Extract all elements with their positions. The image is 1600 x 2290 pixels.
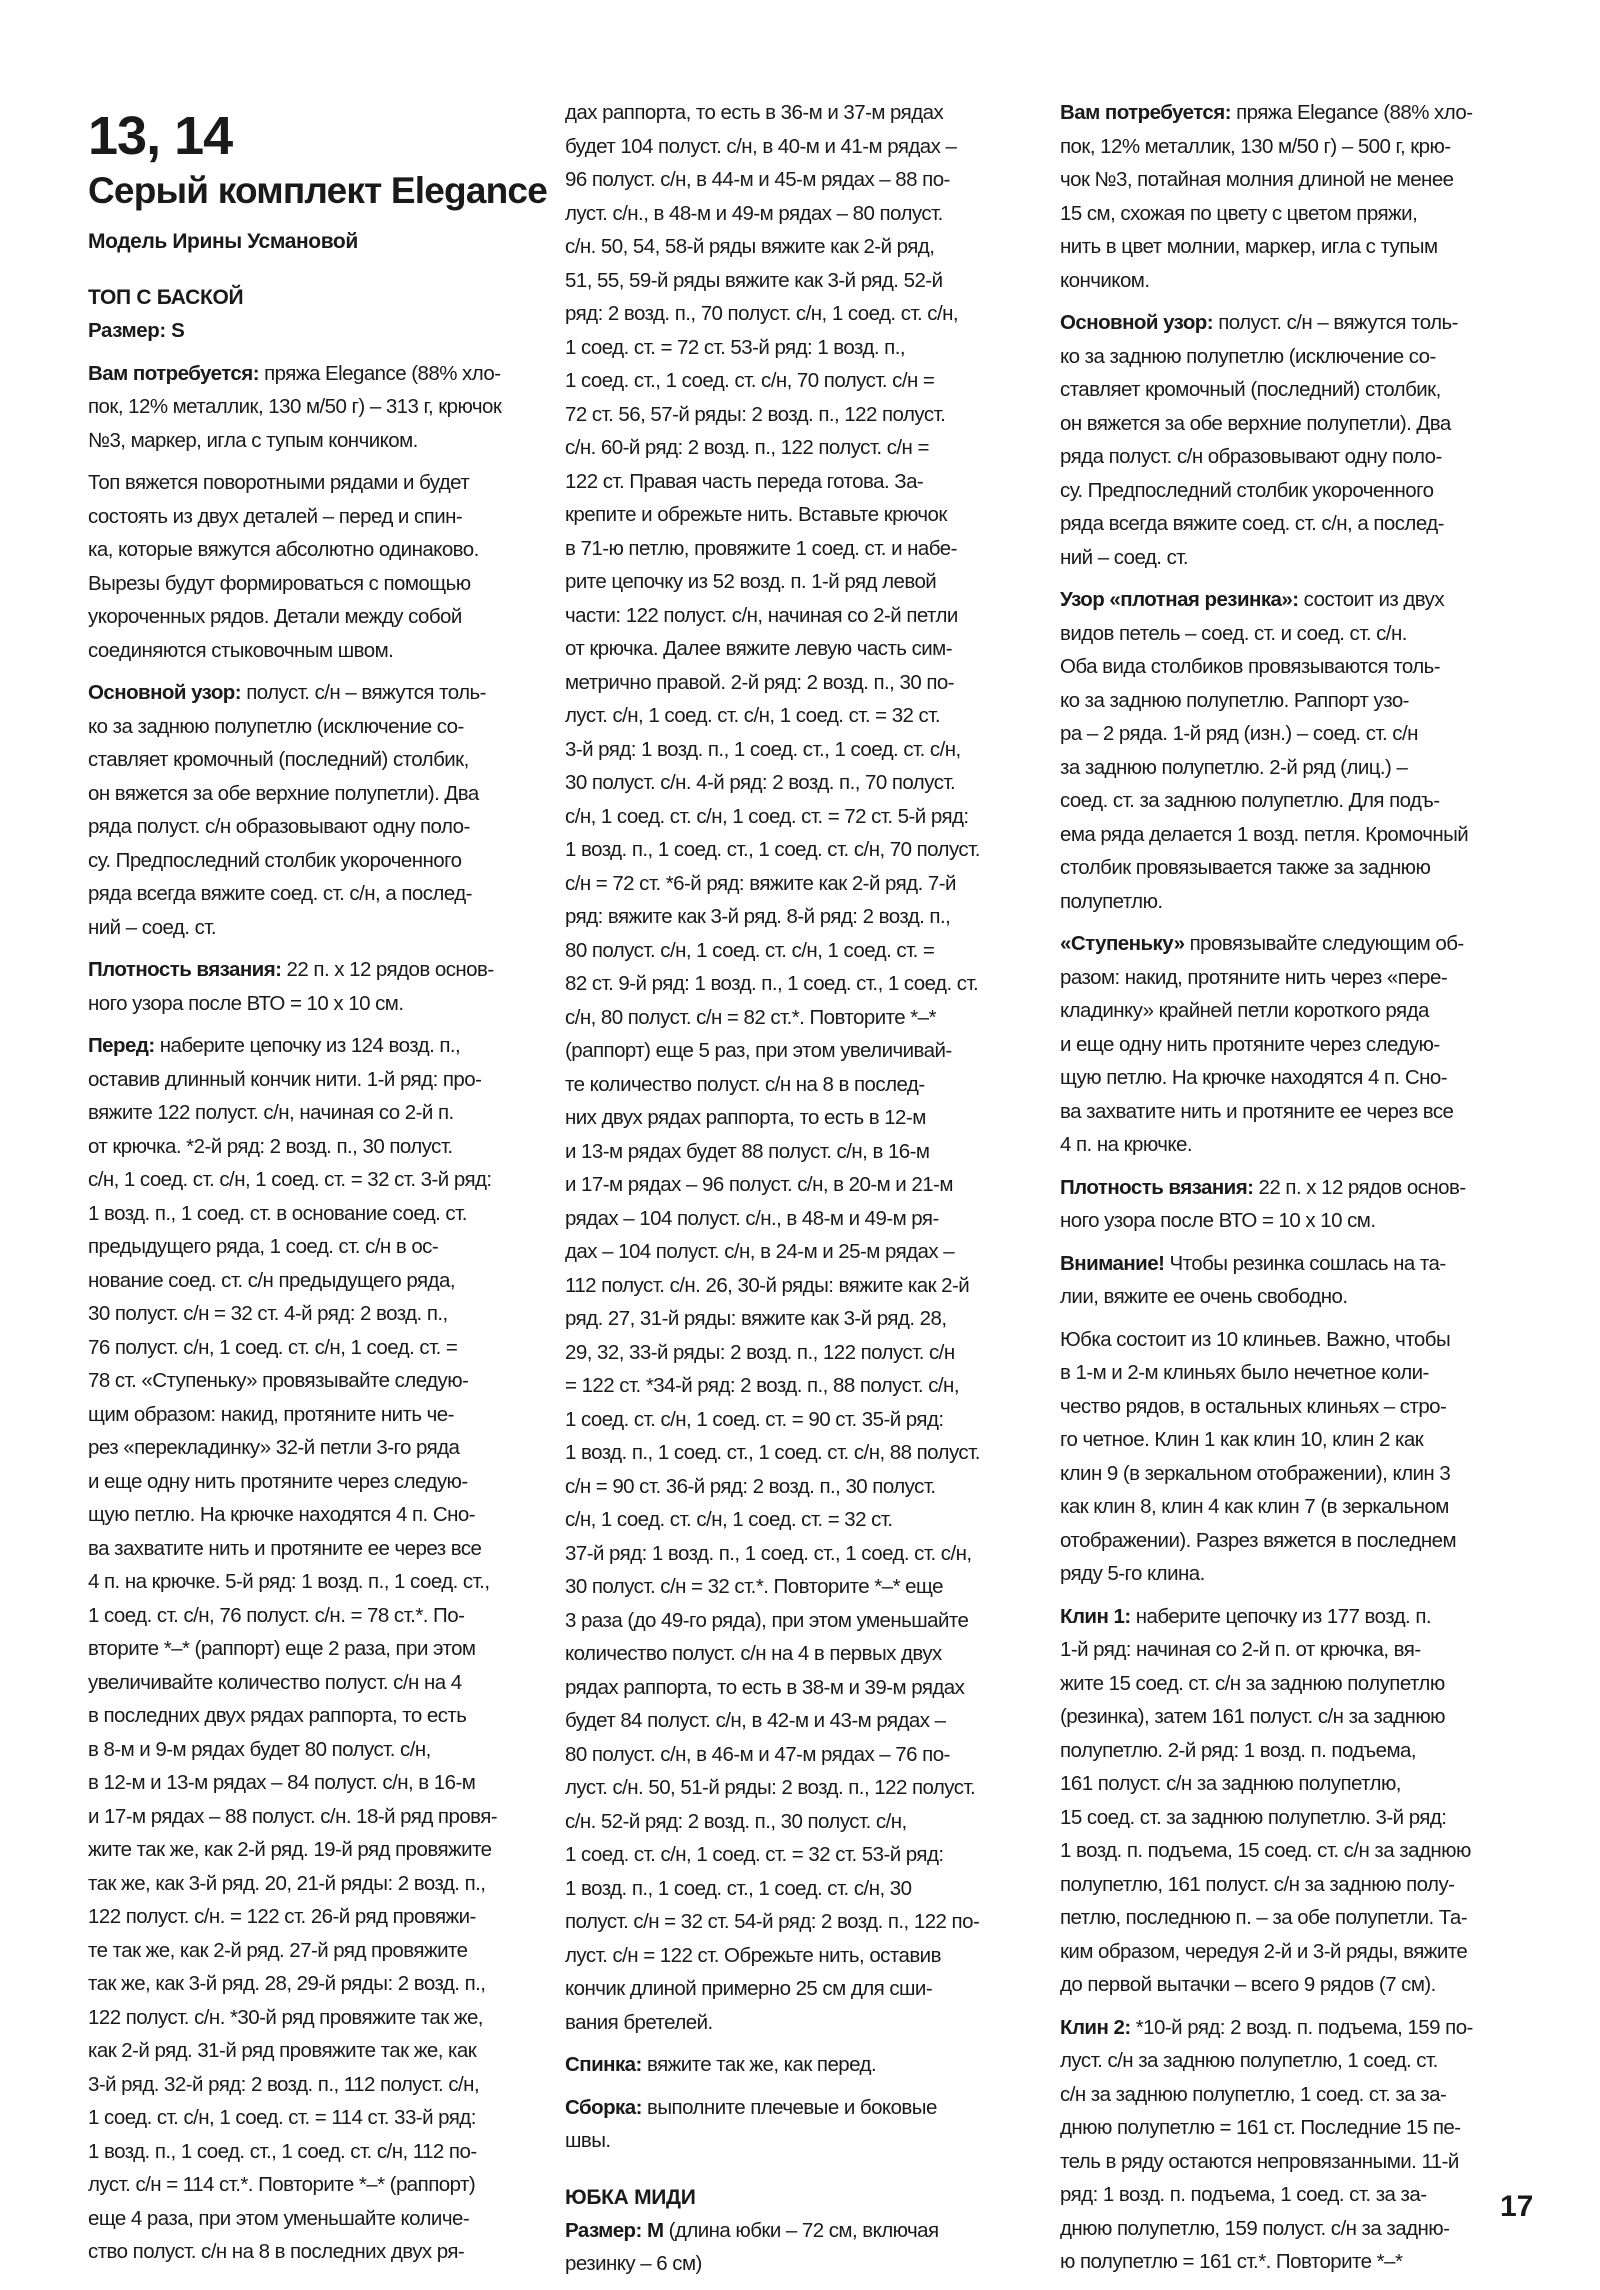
paragraph-text: вяжите так же, как перед.	[641, 2053, 877, 2076]
paragraph	[1060, 1247, 1530, 1314]
paragraph-lead: Внимание!	[1060, 1251, 1165, 1275]
section-heading: ЮБКА МИДИ	[565, 2185, 696, 2209]
model-author: Модель Ирины Усмановой	[88, 230, 358, 253]
column-2	[565, 96, 1035, 2290]
paragraph-lead: Плотность вязания:	[88, 958, 282, 981]
paragraph-lead: Плотность вязания:	[1060, 1175, 1254, 1199]
page-number: 17	[1500, 2190, 1534, 2223]
section-heading: ТОП С БАСКОЙ	[88, 286, 244, 309]
paragraph-text: Топ вяжется поворотными рядами и будет состоять из двух деталей – перед и спин- ка, которые вяжутся абсолютно одинаково. Вырезы будут формироваться с помощью укороченных рядов. Детали между собой соединяются стыковочным швом.	[88, 471, 479, 662]
column-3	[1060, 96, 1530, 2288]
paragraph-text: 22 п. х 12 рядов основ- ного узора после ВТО = 10 х 10 см.	[88, 958, 494, 1015]
pattern-number: 13, 14	[88, 106, 233, 166]
paragraph-text: пряжа Elegance (88% хло- пок, 12% металлик, 130 м/50 г) – 313 г, крючок №3, маркер, игла с тупым кончиком.	[88, 361, 502, 452]
paragraph-lead: Вам потребуется:	[1060, 101, 1231, 124]
paragraph-text: провязывайте следующим об- разом: накид, протяните нить через «пере- кладинку» крайней петли короткого ряда и еще одну нить протяните через следую- щую петлю. На крючке находятся 4 п. Сно- ва захватите нить и протяните ее через все 4 п. на крючке.	[1060, 932, 1464, 1156]
paragraph-text: Юбка состоит из 10 клиньев. Важно, чтобы в 1-м и 2-м клиньях было нечетное коли- чество рядов, в остальных клиньях – стро- го четное. Клин 1 как клин 10, клин 2 как клин 9 (в зеркальном отображении), клин 3 как клин 8, клин 4 как клин 7 (в зеркальном отображении). Разрез вяжется в последнем ряду 5-го клина.	[1060, 1327, 1457, 1585]
paragraph	[88, 357, 558, 458]
paragraph-text: 22 п. х 12 рядов основ- ного узора после ВТО = 10 х 10 см.	[1060, 1175, 1466, 1232]
paragraph-lead: Основной узор:	[88, 681, 242, 704]
paragraph	[88, 1029, 558, 2269]
paragraph	[1060, 96, 1530, 297]
paragraph-text: выполните плечевые и боковые швы.	[565, 2095, 937, 2152]
paragraph-text: состоит из двух видов петель – соед. ст. и соед. ст. с/н. Оба вида столбиков провязываются толь- ко за заднюю полупетлю. Раппорт узо- ра – 2 ряда. 1-й ряд (изн.) – соед. ст. с/н за заднюю полупетлю. 2-й ряд (лиц.) – соед. ст. за заднюю полупетлю. Для подъ- ема ряда делается 1 возд. петля. Кромочный столбик провязывается также за заднюю полупетлю.	[1060, 588, 1469, 913]
size-label: Размер: S	[88, 319, 185, 342]
page-title: Серый комплект Elegance	[88, 170, 547, 211]
paragraph	[88, 953, 558, 1020]
paragraph	[1060, 2011, 1530, 2279]
paragraph	[1060, 1171, 1530, 1238]
paragraph-text: наберите цепочку из 124 возд. п., оставив длинный кончик нити. 1-й ряд: про- вяжите 122 полуст. с/н, начиная со 2-й п. от крючка. *2-й ряд: 2 возд. п., 30 полуст. с/н, 1 соед. ст. с/н, 1 соед. ст. = 32 ст. 3-й ряд: 1 возд. п., 1 соед. ст. в основание соед. ст. предыдущего ряда, 1 соед. ст. с/н в ос- нование соед. ст. с/н предыдущего ряда, 30 полуст. с/н = 32 ст. 4-й ряд: 2 возд. п., 76 полуст. с/н, 1 соед. ст. с/н, 1 соед. ст. = 78 ст. «Ступеньку» провязывайте следую- щим образом: накид, протяните нить че- рез «перекладинку» 32-й петли 3-го ряда и еще одну нить протяните через следую- щую петлю. На крючке находятся 4 п. Сно- ва захватите нить и протяните ее через все 4 п. на крючке. 5-й ряд: 1 возд. п., 1 соед. ст., 1 соед. ст. с/н, 76 полуст. с/н. = 78 ст.*. По- вторите *–* (раппорт) еще 2 раза, при этом увеличивайте количество полуст. с/н на 4 в последних двух рядах раппорта, то есть в 8-м и 9-м рядах будет 80 полуст. с/н, в 12-м и 13-м рядах – 84 полуст. с/н, в 16-м и 17-м рядах – 88 полуст. с/н. 18-й ряд провя- жите так же, как 2-й ряд. 19-й ряд провяжите так же, как 3-й ряд. 20, 21-й ряды: 2 возд. п., 122 полуст. с/н. = 122 ст. 26-й ряд провяжи- те так же, как 2-й ряд. 27-й ряд провяжите так же, как 3-й ряд. 28, 29-й ряды: 2 возд. п., 122 полуст. с/н. *30-й ряд провяжите так же, как 2-й ряд. 31-й ряд провяжите так же, как 3-й ряд. 32-й ряд: 2 возд. п., 112 полуст. с/н, 1 соед. ст. с/н, 1 соед. ст. = 114 ст. 33-й ряд: 1 возд. п., 1 соед. ст., 1 соед. ст. с/н, 112 по- луст. с/н = 114 ст.*. Повторите *–* (раппорт) еще 4 раза, при этом уменьшайте количе- ство полуст. с/н на 8 в последних двух ря-	[88, 1034, 498, 2263]
paragraph-lead: Клин 2:	[1060, 2015, 1131, 2039]
paragraph	[1060, 583, 1530, 918]
paragraph-lead: Спинка:	[565, 2053, 642, 2076]
paragraph-lead: Узор «плотная резинка»:	[1060, 588, 1299, 611]
paragraph-text: дах раппорта, то есть в 36-м и 37-м рядах будет 104 полуст. с/н, в 40-м и 41-м рядах – 96 полуст. с/н, в 44-м и 45-м рядах – 88 по- луст. с/н., в 48-м и 49-м рядах – 80 полуст. с/н. 50, 54, 58-й ряды вяжите как 2-й ряд, 51, 55, 59-й ряды вяжите как 3-й ряд. 52-й ряд: 2 возд. п., 70 полуст. с/н, 1 соед. ст. с/н, 1 соед. ст. = 72 ст. 53-й ряд: 1 возд. п., 1 соед. ст., 1 соед. ст. с/н, 70 полуст. с/н = 72 ст. 56, 57-й ряды: 2 возд. п., 122 полуст. с/н. 60-й ряд: 2 возд. п., 122 полуст. с/н = 122 ст. Правая часть переда готова. За- крепите и обрежьте нить. Вставьте крючок в 71-ю петлю, провяжите 1 соед. ст. и набе- рите цепочку из 52 возд. п. 1-й ряд левой части: 122 полуст. с/н, начиная со 2-й петли от крючка. Далее вяжите левую часть сим- метрично правой. 2-й ряд: 2 возд. п., 30 по- луст. с/н, 1 соед. ст. с/н, 1 соед. ст. = 32 ст. 3-й ряд: 1 возд. п., 1 соед. ст., 1 соед. ст. с/н, 30 полуст. с/н. 4-й ряд: 2 возд. п., 70 полуст. с/н, 1 соед. ст. с/н, 1 соед. ст. = 72 ст. 5-й ряд: 1 возд. п., 1 соед. ст., 1 соед. ст. с/н, 70 полуст. с/н = 72 ст. *6-й ряд: вяжите как 2-й ряд. 7-й ряд: вяжите как 3-й ряд. 8-й ряд: 2 возд. п., 80 полуст. с/н, 1 соед. ст. с/н, 1 соед. ст. = 82 ст. 9-й ряд: 1 возд. п., 1 соед. ст., 1 соед. ст. с/н, 80 полуст. с/н = 82 ст.*. Повторите *–* (раппорт) еще 5 раз, при этом увеличивай- те количество полуст. с/н на 8 в послед- них двух рядах раппорта, то есть в 12-м и 13-м рядах будет 88 полуст. с/н, в 16-м и 17-м рядах – 96 полуст. с/н, в 20-м и 21-м рядах – 104 полуст. с/н., в 48-м и 49-м ря- дах – 104 полуст. с/н, в 24-м и 25-м рядах – 112 полуст. с/н. 26, 30-й ряды: вяжите как 2-й ряд. 27, 31-й ряды: вяжите как 3-й ряд. 28, 29, 32, 33-й ряды: 2 возд. п., 122 полуст. с/н = 122 ст. *34-й ряд: 2 возд. п., 88 полуст. с/н, 1 соед. ст. с/н, 1 соед. ст. = 90 ст. 35-й ряд: 1 возд. п., 1 соед. ст., 1 соед. ст. с/н, 88 полуст. с/н = 90 ст. 36-й ряд: 2 возд. п., 30 полуст. с/н, 1 соед. ст. с/н, 1 соед. ст. = 32 ст. 37-й ряд: 1 возд. п., 1 соед. ст., 1 соед. ст. с/н, 30 полуст. с/н = 32 ст.*. Повторите *–* еще 3 раза (до 49-го ряда), при этом уменьшайте количество полуст. с/н на 4 в первых двух рядах раппорта, то есть в 38-м и 39-м рядах будет 84 полуст. с/н, в 42-м и 43-м рядах – 80 полуст. с/н, в 46-м и 47-м рядах – 76 по- луст. с/н. 50, 51-й ряды: 2 возд. п., 122 полуст. с/н. 52-й ряд: 2 возд. п., 30 полуст. с/н, 1 соед. ст. с/н, 1 соед. ст. = 32 ст. 53-й ряд: 1 возд. п., 1 соед. ст., 1 соед. ст. с/н, 30 полуст. с/н = 32 ст. 54-й ряд: 2 возд. п., 122 по- луст. с/н = 122 ст. Обрежьте нить, оставив кончик длиной примерно 25 см для сши- вания бретелей.	[565, 101, 980, 2034]
paragraph-lead: Сборка:	[565, 2095, 642, 2119]
paragraph-text: *10-й ряд: 2 возд. п. подъема, 159 по- луст. с/н за заднюю полупетлю, 1 соед. ст. с/н за заднюю полупетлю, 1 соед. ст. за за- днюю полупетлю = 161 ст. Последние 15 пе- тель в ряду остаются непровязанными. 11-й ряд: 1 возд. п. подъема, 1 соед. ст. за за- днюю полупетлю, 159 полуст. с/н за задню- ю полупетлю = 161 ст.*. Повторите *–*	[1060, 2015, 1473, 2273]
paragraph-text: Чтобы резинка сошлась на та- лии, вяжите ее очень свободно.	[1060, 1251, 1446, 1308]
paragraph-lead: Вам потребуется:	[88, 361, 259, 385]
paragraph-text: полуст. с/н – вяжутся толь- ко за заднюю полупетлю (исключение со- ставляет кромочный (последний) столбик, он вяжется за обе верхние полупетли). Два ряда полуст. с/н образовывают одну поло- су. Предпоследний столбик укороченного ряда всегда вяжите соед. ст. с/н, а послед- ний – соед. ст.	[88, 681, 486, 939]
paragraph-lead: Размер: М	[565, 2218, 664, 2242]
paragraph-lead: Клин 1:	[1060, 1604, 1131, 1628]
paragraph-lead: Основной узор:	[1060, 311, 1214, 334]
paragraph	[565, 2214, 1035, 2281]
paragraph	[1060, 306, 1530, 574]
column-1	[88, 96, 558, 2278]
paragraph	[565, 96, 1035, 2039]
paragraph-text: наберите цепочку из 177 возд. п. 1-й ряд: начиная со 2-й п. от крючка, вя- жите 15 соед. ст. с/н за заднюю полупетлю (резинка), затем 161 полуст. с/н за заднюю полупетлю. 2-й ряд: 1 возд. п. подъема, 161 полуст. с/н за заднюю полупетлю, 15 соед. ст. за заднюю полупетлю. 3-й ряд: 1 возд. п. подъема, 15 соед. ст. с/н за заднюю полупетлю, 161 полуст. с/н за заднюю полу- петлю, последнюю п. – за обе полупетли. Та- ким образом, чередуя 2-й и 3-й ряды, вяжите до первой вытачки – всего 9 рядов (7 см).	[1060, 1604, 1471, 1996]
paragraph	[88, 676, 558, 944]
paragraph-lead: Перед:	[88, 1034, 155, 1057]
paragraph-text: полуст. с/н – вяжутся толь- ко за заднюю полупетлю (исключение со- ставляет кромочный (последний) столбик, он вяжется за обе верхние полупетли). Два ряда полуст. с/н образовывают одну поло- су. Предпоследний столбик укороченного ряда всегда вяжите соед. ст. с/н, а послед- ний – соед. ст.	[1060, 311, 1458, 569]
paragraph-lead: «Ступеньку»	[1060, 932, 1185, 955]
paragraph	[1060, 1323, 1530, 1591]
paragraph	[88, 466, 558, 667]
paragraph	[1060, 1600, 1530, 2002]
paragraph	[565, 2091, 1035, 2158]
paragraph	[1060, 927, 1530, 1162]
paragraph	[565, 2048, 1035, 2082]
paragraph-text: пряжа Elegance (88% хло- пок, 12% металлик, 130 м/50 г) – 500 г, крю- чок №3, потайная молния длиной не менее 15 см, схожая по цвету с цветом пряжи, нить в цвет молнии, маркер, игла с тупым кончиком.	[1060, 101, 1473, 292]
paragraph-text: (длина юбки – 72 см, включая резинку – 6 см)	[565, 2218, 939, 2275]
